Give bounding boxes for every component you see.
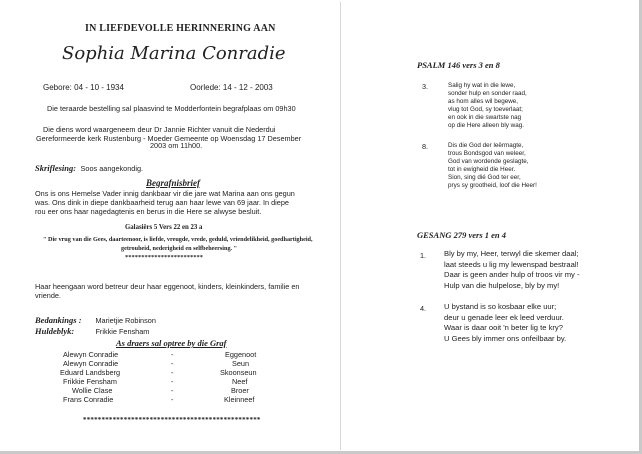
service-line-1: Die diens word waargeneem deur Dr Jannie Richter vanuit die Nederdui	[43, 125, 276, 134]
service-line-3: 2003 om 11h00.	[150, 141, 203, 150]
gesang-verse-1	[444, 249, 579, 291]
pallbearer-row	[60, 350, 300, 359]
gesang-line: Waar is daar ooit 'n beter lig te kry?	[444, 323, 563, 332]
psalm-title: PSALM 146 vers 3 en 8	[417, 60, 500, 70]
psalm-verse-number: 3.	[422, 82, 429, 91]
gesang-line: U bystand is so kosbaar elke uur;	[444, 302, 557, 311]
reading-block	[35, 158, 143, 176]
pallbearer-name: Frikkie Fensham	[63, 377, 117, 386]
gesang-line: deur u genade leer ek leed verduur.	[444, 312, 564, 322]
pallbearer-relation: Skoonseun	[220, 368, 257, 377]
verse-line-2: getrouheid, nederigheid en selfbeheersing. "	[121, 245, 238, 252]
psalm-verse-8	[448, 142, 537, 190]
pallbearers-title: As draers sal optree by die Graf	[116, 338, 227, 348]
verse-reference: Galasiërs 5 Vers 22 en 23 a	[125, 224, 203, 231]
letter-line-2: was. Ons dink in diepe dankbaarheid terug aan haar lewe van 69 jaar. In diepe	[35, 198, 289, 207]
psalm-line: Salig hy wat in die lewe,	[448, 82, 516, 89]
psalm-line: op die Here alleen bly wag.	[448, 122, 524, 129]
pallbearer-row	[60, 386, 300, 395]
pallbearer-dash: -	[171, 377, 174, 386]
psalm-line: sonder hulp en sonder raad,	[448, 90, 527, 97]
died-block	[190, 83, 273, 92]
gesang-title: GESANG 279 vers 1 en 4	[417, 230, 507, 240]
psalm-line: Sion, sing dié God ter eer,	[448, 174, 521, 181]
psalm-line: prys sy grootheid, loof die Heer!	[448, 182, 537, 189]
service-line-2: Gereformeerde kerk Rustenburg - Moeder Gemeente op Woensdag 17 Desember	[36, 134, 302, 143]
died-label: Oorlede:	[190, 83, 221, 92]
deceased-name: Sophia Marina Conradie	[62, 43, 286, 64]
letter-title: Begrafnisbrief	[146, 178, 200, 188]
tribute-block	[35, 321, 149, 339]
gesang-line: U Gees bly immer ons onfeilbaar by.	[444, 333, 567, 343]
pallbearer-name: Alewyn Conradie	[63, 350, 119, 359]
page-divider	[340, 2, 341, 450]
gesang-verse-4	[444, 302, 566, 344]
tribute-text: Frikkie Fensham	[95, 327, 150, 336]
pallbearer-row	[60, 359, 300, 368]
pallbearer-dash: -	[171, 368, 174, 377]
pallbearers-table	[60, 350, 300, 404]
pallbearer-relation: Eggenoot	[225, 350, 257, 359]
psalm-line: as hom alles wil begewe,	[448, 98, 519, 105]
psalm-line: God van wordende geslagte,	[448, 158, 529, 165]
gesang-line: Hulp van die hulpelose, bly by my!	[444, 280, 560, 290]
letter-line-3: rou eer ons haar nagedagtenis en berus in die Here se alwyse besluit.	[35, 207, 262, 216]
thanks-text: Marietjie Robinson	[95, 316, 156, 325]
verse-line-1: " Die vrug van die Gees, daarteenoor, is liefde, vreugde, vrede, geduld, vriendelikheid, goedhartigheid,	[43, 236, 313, 243]
burial-note: Die teraarde bestelling sal plaasvind te Modderfontein begrafplaas om 09h30	[47, 104, 296, 113]
tribute-label: Huldeblyk:	[35, 326, 75, 336]
gesang-line: Daar is geen ander hulp of troos vir my -	[444, 270, 580, 279]
care-line-1: Haar heengaan word betreur deur haar eggenoot, kinders, kleinkinders, familie en	[35, 282, 300, 291]
pallbearer-name: Alewyn Conradie	[63, 359, 119, 368]
bottom-stars: ************************************************	[83, 416, 261, 424]
psalm-verse-3	[448, 82, 527, 130]
gesang-verse-number: 1.	[420, 251, 427, 260]
psalm-verse-number: 8.	[422, 142, 429, 151]
care-line-2: vriende.	[35, 291, 61, 300]
psalm-line: Dis die God der leërmagte,	[448, 142, 524, 149]
pallbearer-name: Frans Conradie	[63, 395, 114, 404]
reading-label: Skriflesing:	[35, 163, 77, 173]
pallbearer-dash: -	[171, 350, 174, 359]
pallbearer-row	[60, 377, 300, 386]
gesang-line: Bly by my, Heer, terwyl die skemer daal;	[444, 249, 579, 258]
psalm-line: vlug tot God, sy toeverlaat;	[448, 106, 523, 113]
psalm-line: trous Bondsgod van weleer,	[448, 150, 526, 157]
born-block	[43, 83, 124, 92]
pallbearer-relation: Seun	[232, 359, 250, 368]
pallbearer-row	[60, 395, 300, 404]
pallbearer-name: Eduard Landsberg	[60, 368, 121, 377]
pallbearer-row	[60, 368, 300, 377]
thanks-label: Bedankings :	[35, 315, 82, 325]
gesang-verse-number: 4.	[420, 304, 427, 313]
memorial-heading: IN LIEFDEVOLLE HERINNERING AAN	[85, 23, 276, 34]
pallbearer-relation: Neef	[232, 377, 248, 386]
died-date: 14 - 12 - 2003	[222, 83, 273, 92]
born-date: 04 - 10 - 1934	[74, 83, 124, 92]
gesang-line: laat steeds u lig my lewenspad bestraal!	[444, 259, 579, 269]
pallbearer-relation: Kleinneef	[224, 395, 255, 404]
pallbearer-relation: Broer	[231, 386, 249, 395]
reading-text: Soos aangekondig.	[80, 164, 144, 173]
verse-stars: ************************	[125, 254, 203, 261]
pallbearer-dash: -	[171, 359, 174, 368]
born-label: Gebore:	[43, 83, 72, 92]
psalm-line: tot in ewigheid die Heer.	[448, 166, 516, 173]
pallbearer-name: Wollie Clase	[72, 386, 113, 395]
pallbearer-dash: -	[171, 386, 174, 395]
letter-line-1: Ons is ons Hemelse Vader innig dankbaar vir die jare wat Marina aan ons gegun	[35, 189, 295, 198]
psalm-line: en ook in die swartste nag	[448, 114, 522, 121]
pallbearer-dash: -	[171, 395, 174, 404]
